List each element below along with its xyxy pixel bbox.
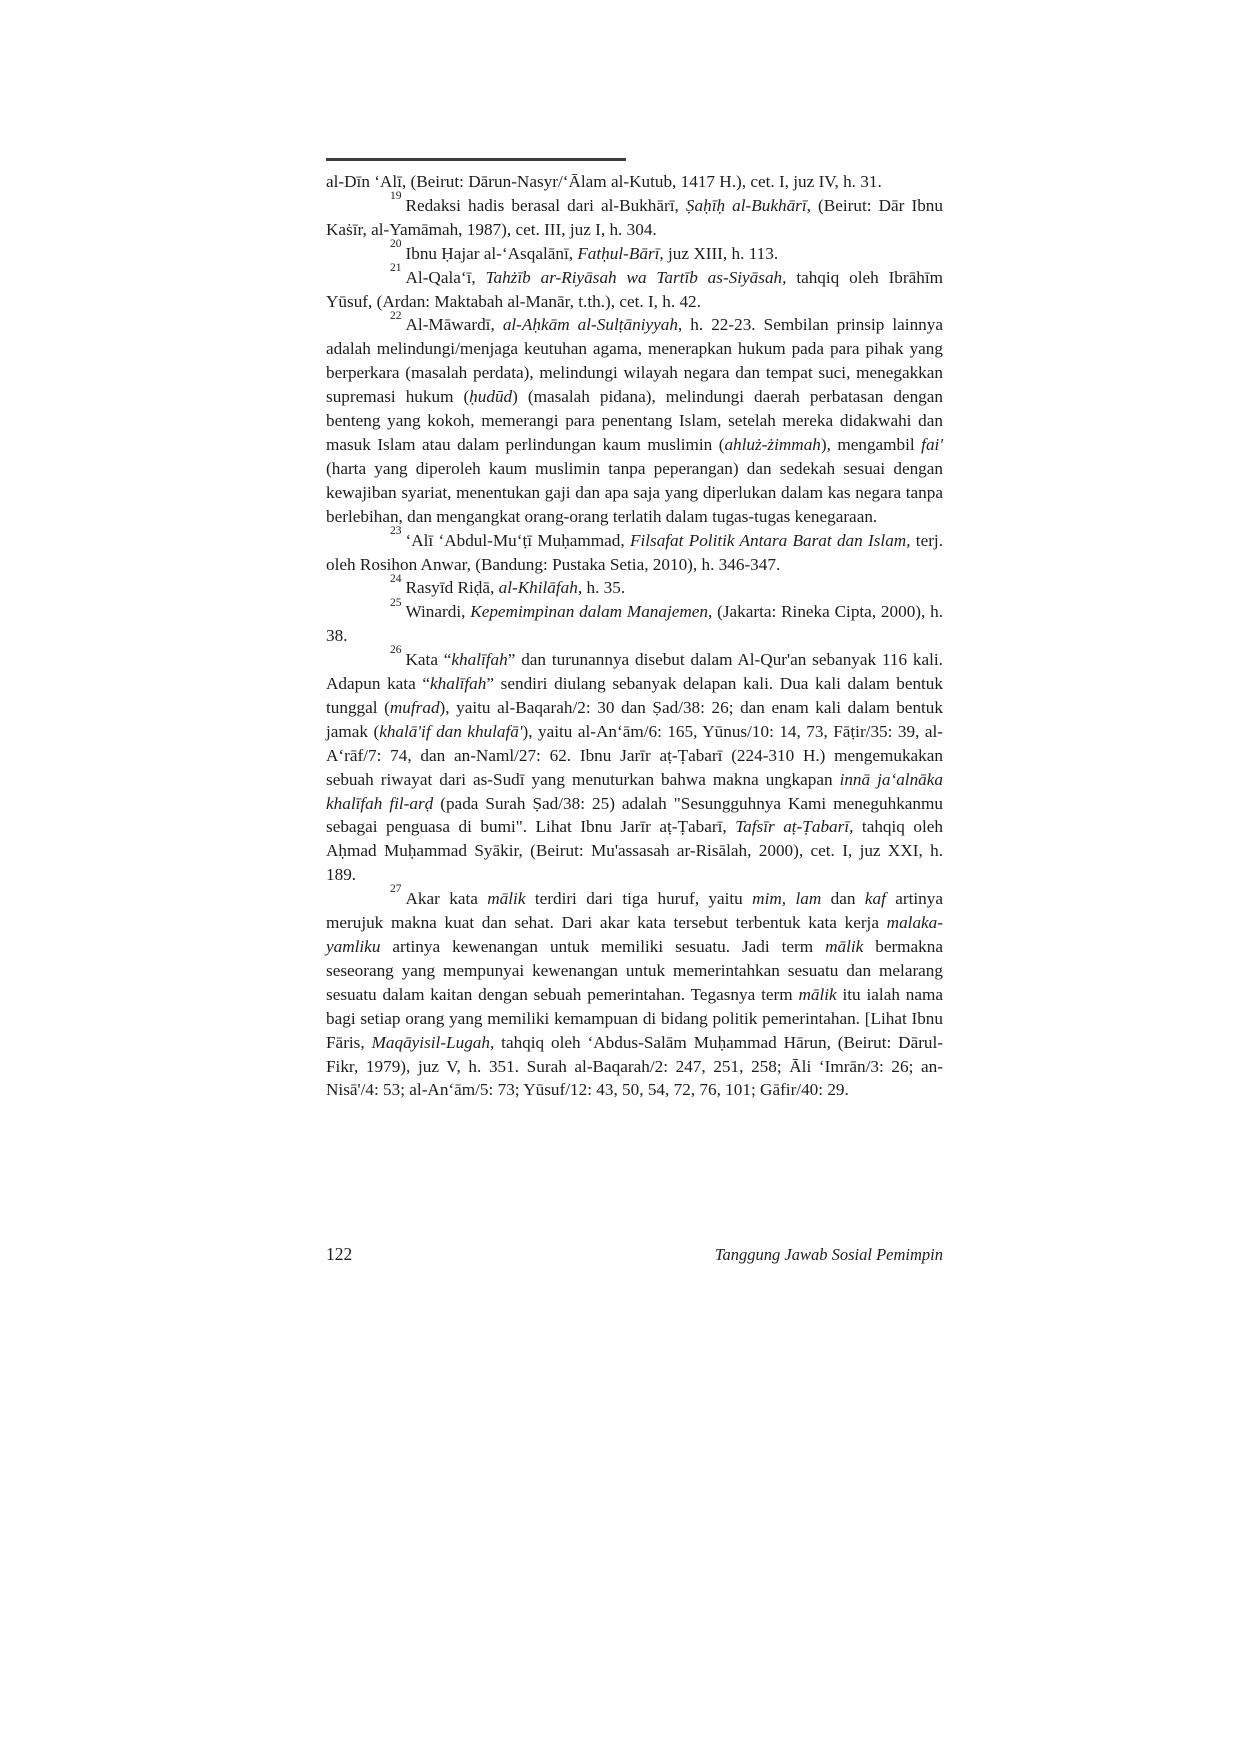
footnote-text-italic: al-Aḥkām al-Sulṭāniyyah [502,315,678,335]
footnote-continuation [326,170,943,194]
footnote-text: tahqiq oleh Aḥmad Muḥammad Syākir, (Beirut: Mu'assasah ar-Risālah, 2000), cet. I, juz XXI, h. 189. [326,817,943,885]
footnote-marker-24: 24 [390,572,402,585]
footnote-text: Akar kata [405,889,488,909]
footnote-marker-19: 19 [390,190,402,203]
footnote-text-italic: Filsafat Politik Antara Barat dan Islam, [629,530,911,550]
footnote-text: , h. 22-23. Sembilan prinsip lainnya adalah melindungi/menjaga keutuhan agama, menerapkan hukum pada para pihak yang berperkara (masalah perdata), melindungi wilayah negara dan tempat suci, menegakkan supremasi hukum ( [326,315,943,407]
footnote-text-italic: Tafsīr aṭ-Ṭabarī, [735,817,854,837]
footnote-26 [326,644,943,887]
footnote-section [326,158,943,1102]
footnote-text-italic: mālik [825,937,864,956]
footnote-text: terj. oleh Rosihon Anwar, (Bandung: Pustaka Setia, 2010), h. 346-347. [326,530,943,574]
footnote-text: ), mengambil [820,434,922,454]
footnote-text: , (Jakarta: Rineka Cipta, 2000), h. 38. [326,602,944,646]
footnote-text: Winardi, [405,602,471,622]
footnote-text-italic: fai' [921,434,943,454]
footnote-text-italic: Ṣaḥīḥ al-Bukhārī, [685,195,811,215]
footnote-marker-20: 20 [390,237,402,250]
footnote-text: Al-Māwardī, [405,315,503,335]
footnote-marker-26: 26 [390,644,402,657]
footnote-22 [326,309,943,528]
footnote-text: itu ialah nama bagi setiap orang yang memiliki kemampuan di bidang politik pemerintahan. [Lihat Ibnu Fāris, [326,984,943,1052]
footnote-text-italic: mim, lam [752,889,822,909]
footnote-text: ), yaitu al-Baqarah/2: 30 dan Ṣad/38: 26; dan enam kali dalam bentuk jamak ( [326,697,943,741]
footnote-text-italic: mālik [487,889,526,909]
footnote-27 [326,883,944,1102]
footnote-text: (pada Surah Ṣad/38: 25) adalah "Sesungguhnya Kami meneguhkanmu sebagai penguasa di bumi". Lihat Ibnu Jarīr aṭ-Ṭabarī, [326,793,943,837]
footnote-text-italic: khalā'if dan khulafā' [379,721,523,741]
footnote-text: al-Dīn ‘Alī, (Beirut: Dārun-Nasyr/‘Ālam al-Kutub, 1417 H.), cet. I, juz IV, h. 31. [326,172,882,191]
page-number: 122 [326,1244,353,1264]
footnote-marker-27: 27 [390,883,402,896]
footnote-text-italic: ḥudūd [469,387,513,407]
footnote-text: ) (masalah pidana), melindungi daerah perbatasan dengan benteng yang kokoh, memerangi para penentang Islam, setelah mereka didakwahi dan masuk Islam atau dalam perlindungan kaum muslimin ( [326,387,943,454]
footnote-text: h. 35. [582,578,626,598]
footnote-text: dan [821,889,865,909]
footnote-text: artinya merujuk makna kuat dan sehat. Dari akar kata tersebut terbentuk kata kerja [326,889,943,933]
footnote-marker-21: 21 [390,261,402,274]
footnote-text: Rasyīd Riḍā, [405,578,499,598]
footnote-text-italic: Maqāyisil-Lugah, [371,1032,495,1052]
footnote-20 [326,237,943,266]
footnote-text-italic: malaka-yamliku [326,913,943,956]
footnote-marker-23: 23 [390,524,402,537]
footnote-text-italic: khalīfah [451,650,508,670]
footnote-text: Al-Qala‘ī, [405,267,486,287]
footnote-21 [326,261,943,314]
footnote-text-italic: Kepemimpinan dalam Manajemen [470,602,709,622]
footnote-text-italic: ahluż-żimmah [724,434,821,454]
footnote-text: Ibnu Ḥajar al-‘Asqalānī, [405,243,578,263]
footnote-text: ), yaitu al-An‘ām/6: 165, Yūnus/10: 14, 73, Fāṭir/35: 39, al-A‘rāf/7: 74, dan an-Naml/27: 62. Ibnu Jarīr aṭ-Ṭabarī (224-310 H.) mengemukakan sebuah riwayat dari as-Sudī yang menuturkan bahwa makna ungkapan [326,721,943,789]
footnote-text-italic: khalīfah [430,674,487,694]
footnote-text-italic: al-Khilāfah, [498,578,583,598]
footnote-text: tahqiq oleh Ibrāhīm Yūsuf, (Ardan: Maktabah al-Manār, t.th.), cet. I, h. 42. [326,267,943,311]
footnote-text: bermakna seseorang yang mempunyai kewenangan untuk memerintahkan sesuatu dan melarang sesuatu dalam kaitan dengan sebuah pemerintahan. Tegasnya term [326,937,943,1004]
footnote-separator [326,158,626,161]
footnote-text: Redaksi hadis berasal dari al-Bukhārī, [405,195,686,215]
footnote-text: Kata “ [405,650,452,670]
footnote-text: ” sendiri diulang sebanyak delapan kali. Dua kali dalam bentuk tunggal ( [326,674,943,717]
footnote-list [326,170,943,1102]
footnote-marker-22: 22 [390,309,402,322]
footnote-19 [326,190,943,242]
footnote-23 [326,524,943,577]
footnote-text: tahqiq oleh ‘Abdus-Salām Muḥammad Hārun, (Beirut: Dārul-Fikr, 1979), juz V, h. 351. Surah al-Baqarah/2: 247, 251, 258; Āli ‘Imrān/3: 26; an-Nisā'/4: 53; al-An‘ām/5: 73; Yūsuf/12: 43, 50, 54, 72, 76, 101; Gāfir/40: 29. [326,1032,944,1100]
footnote-text: ‘Alī ‘Abdul-Mu‘ṭī Muḥammad, [405,530,630,550]
footnote-text-italic: innā ja‘alnāka khalīfah fil-arḍ [326,769,943,813]
footnote-text-italic: mālik [798,984,837,1004]
footnote-text: artinya kewenangan untuk memiliki sesuatu. Jadi term [380,937,826,956]
footnote-24 [326,572,943,600]
footnote-25 [326,596,944,648]
footnote-text-italic: mufrad [389,697,440,717]
footnote-text: (Beirut: Dār Ibnu Kaṡīr, al-Yamāmah, 1987), cet. III, juz I, h. 304. [326,195,943,239]
footnote-text: (harta yang diperoleh kaum muslimin tanpa peperangan) dan sedekah sesuai dengan kewajiban syariat, menentukan gaji dan apa saja yang diperlukan dalam kas negara tanpa berlebihan, dan mengangkat orang-orang terlatih dalam tugas-tugas kenegaraan. [326,458,943,526]
footnote-text: ” dan turunannya disebut dalam Al-Qur'an sebanyak 116 kali. Adapun kata “ [326,650,943,694]
footnote-text-italic: kaf [864,889,886,909]
footnote-marker-25: 25 [390,596,402,609]
running-title: Tanggung Jawab Sosial Pemimpin [714,1245,943,1264]
footnote-text-italic: Tahżīb ar-Riyāsah wa Tartīb as-Siyāsah, [485,267,787,287]
footnote-text-italic: Fatḥul-Bārī, [577,243,664,263]
footnote-text: juz XIII, h. 113. [663,243,779,263]
footnote-text: terdiri dari tiga huruf, yaitu [525,889,753,909]
page-footer [326,1244,943,1265]
